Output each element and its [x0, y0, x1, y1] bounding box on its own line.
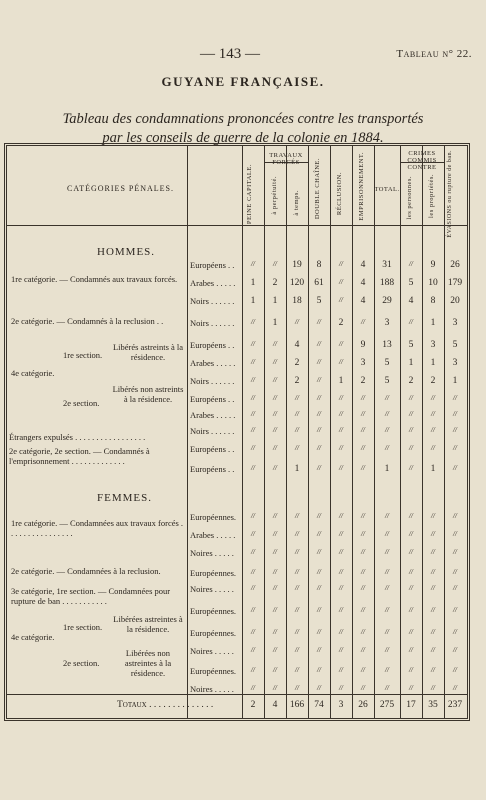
cell-value: //: [317, 568, 321, 576]
cell-value: 29: [382, 296, 392, 306]
cell-value: //: [273, 340, 277, 348]
cell-value: //: [409, 606, 413, 614]
cell-value: //: [409, 318, 413, 326]
cell-value: //: [409, 410, 413, 418]
cell-value: //: [409, 568, 413, 576]
cell-value: 179: [447, 278, 463, 288]
cell-value: //: [295, 568, 299, 576]
cell-value: 2: [272, 278, 278, 288]
cell-value: 2: [294, 376, 300, 386]
cell-value: //: [385, 646, 389, 654]
cell-value: //: [251, 376, 255, 384]
cell-value: //: [317, 584, 321, 592]
total-value: 35: [428, 700, 438, 710]
cell-value: //: [431, 394, 435, 402]
header-crimes-contre: CRIMES COMMIS CONTRE: [407, 150, 437, 171]
page-number: — 143 —: [200, 46, 260, 62]
cell-value: 1: [430, 464, 436, 474]
cell-value: //: [339, 666, 343, 674]
cell-value: //: [431, 684, 435, 692]
cell-value: //: [251, 358, 255, 366]
cell-value: 4: [360, 260, 366, 270]
cell-value: //: [251, 394, 255, 402]
header-emprisonnement: EMPRISONNEMENT.: [358, 152, 365, 221]
totals-label: Totaux . . . . . . . . . . . . . .: [117, 700, 214, 710]
cell-value: //: [339, 464, 343, 472]
cell-value: //: [361, 410, 365, 418]
row-origin: Noires . . . . .: [190, 646, 234, 656]
cell-value: 18: [292, 296, 302, 306]
row-origin: Européennes.: [190, 512, 237, 522]
label-h2: 2e catégorie. — Condamnés à la reclusion . .: [11, 316, 164, 326]
cell-value: 1: [430, 318, 436, 328]
cell-value: //: [295, 426, 299, 434]
cell-value: //: [361, 512, 365, 520]
cell-value: //: [409, 512, 413, 520]
cell-value: //: [409, 426, 413, 434]
cell-value: //: [385, 606, 389, 614]
cell-value: //: [295, 530, 299, 538]
cell-value: //: [317, 666, 321, 674]
cell-value: //: [361, 444, 365, 452]
cell-value: //: [385, 426, 389, 434]
cell-value: 10: [428, 278, 438, 288]
cell-value: //: [409, 584, 413, 592]
cell-value: //: [453, 584, 457, 592]
label-f4: 4e catégorie.: [11, 632, 55, 642]
header-travaux-forces: TRAVAUX FORCÉS: [269, 152, 303, 166]
cell-value: //: [295, 394, 299, 402]
cell-value: //: [339, 684, 343, 692]
header-evasions: ÉVASIONS ou rupture de ban.: [447, 150, 453, 238]
cell-value: //: [339, 296, 343, 304]
cell-value: //: [361, 464, 365, 472]
header-reclusion: RÉCLUSION.: [336, 172, 343, 216]
cell-value: 13: [382, 340, 392, 350]
cell-value: //: [409, 530, 413, 538]
cell-value: //: [385, 530, 389, 538]
cell-value: //: [273, 684, 277, 692]
cell-value: //: [251, 426, 255, 434]
label-h4-s1: 1re section.: [63, 350, 103, 360]
cell-value: //: [453, 464, 457, 472]
cell-value: //: [361, 646, 365, 654]
cell-value: 9: [430, 260, 436, 270]
cell-value: 1: [384, 464, 390, 474]
row-origin: Noires . . . . .: [190, 548, 234, 558]
title-line-2: par les conseils de guerre de la colonie en 1884.: [102, 130, 384, 146]
cell-value: //: [361, 568, 365, 576]
table-title: [0, 110, 486, 148]
cell-value: //: [317, 646, 321, 654]
cell-value: //: [409, 444, 413, 452]
cell-value: //: [431, 512, 435, 520]
header-a-perpetuite: à perpétuité.: [271, 176, 278, 215]
cell-value: 3: [452, 318, 458, 328]
cell-value: 1: [338, 376, 344, 386]
cell-value: 4: [360, 278, 366, 288]
table-reference: Tableau n° 22.: [396, 48, 472, 60]
row-origin: Noires . . . . .: [190, 684, 234, 694]
cell-value: 1: [272, 318, 278, 328]
cell-value: //: [317, 628, 321, 636]
cell-value: //: [339, 530, 343, 538]
label-f4-s1: 1re section.: [63, 622, 103, 632]
label-h4-s1b: Libérés astreints à la résidence.: [112, 342, 184, 362]
cell-value: //: [361, 606, 365, 614]
total-value: 237: [447, 700, 463, 710]
cell-value: //: [409, 646, 413, 654]
row-origin: Européens . .: [190, 394, 235, 404]
cell-value: //: [251, 260, 255, 268]
label-f4-s2b: Libérées non astreintes à la résidence.: [124, 648, 172, 678]
place-heading: GUYANE FRANÇAISE.: [161, 74, 325, 89]
cell-value: //: [385, 512, 389, 520]
cell-value: //: [251, 628, 255, 636]
cell-value: //: [317, 426, 321, 434]
cell-value: 3: [452, 358, 458, 368]
cell-value: 5: [452, 340, 458, 350]
cell-value: //: [339, 394, 343, 402]
cell-value: //: [273, 530, 277, 538]
cell-value: //: [361, 684, 365, 692]
cell-value: 188: [379, 278, 395, 288]
cell-value: 20: [450, 296, 460, 306]
cell-value: //: [295, 444, 299, 452]
cell-value: 61: [314, 278, 324, 288]
cell-value: //: [453, 426, 457, 434]
row-origin: Arabes . . . . .: [190, 278, 236, 288]
cell-value: //: [339, 548, 343, 556]
row-origin: Noirs . . . . . .: [190, 296, 235, 306]
cell-value: //: [295, 628, 299, 636]
cell-value: //: [251, 548, 255, 556]
cell-value: 120: [289, 278, 305, 288]
cell-value: 1: [272, 296, 278, 306]
cell-value: //: [385, 444, 389, 452]
cell-value: //: [273, 376, 277, 384]
cell-value: //: [453, 410, 457, 418]
cell-value: 4: [360, 296, 366, 306]
cell-value: //: [453, 646, 457, 654]
cell-value: 1: [250, 278, 256, 288]
cell-value: //: [251, 530, 255, 538]
cell-value: //: [273, 464, 277, 472]
label-h4: 4e catégorie.: [11, 368, 55, 378]
row-origin: Arabes . . . . .: [190, 530, 236, 540]
label-f3: 3e catégorie, 1re section. — Condamnées pour rupture de ban . . . . . . . . . . .: [11, 586, 171, 606]
cell-value: //: [339, 628, 343, 636]
cell-value: //: [295, 584, 299, 592]
cell-value: //: [273, 410, 277, 418]
cell-value: //: [317, 548, 321, 556]
cell-value: //: [453, 548, 457, 556]
cell-value: //: [339, 584, 343, 592]
cell-value: 2: [430, 376, 436, 386]
cell-value: //: [317, 530, 321, 538]
cell-value: //: [273, 512, 277, 520]
cell-value: //: [295, 512, 299, 520]
row-origin: Européennes.: [190, 606, 237, 616]
cell-value: //: [361, 530, 365, 538]
cell-value: //: [431, 606, 435, 614]
label-f1: 1re catégorie. — Condamnées aux travaux forcés . . . . . . . . . . . . . . . .: [11, 518, 184, 538]
cell-value: //: [385, 394, 389, 402]
row-origin: Noires . . . . .: [190, 584, 234, 594]
cell-value: 1: [430, 358, 436, 368]
cell-value: //: [453, 606, 457, 614]
cell-value: //: [295, 666, 299, 674]
header-les-proprietes: les propriétés.: [428, 174, 435, 218]
cell-value: 2: [294, 358, 300, 368]
cell-value: 5: [384, 376, 390, 386]
cell-value: 2: [360, 376, 366, 386]
cell-value: //: [251, 464, 255, 472]
label-f4-s2: 2e section.: [63, 658, 100, 668]
cell-value: //: [295, 684, 299, 692]
cell-value: //: [409, 394, 413, 402]
row-origin: Européens . .: [190, 260, 235, 270]
cell-value: //: [251, 606, 255, 614]
cell-value: //: [431, 568, 435, 576]
cell-value: //: [361, 426, 365, 434]
row-origin: Européens . .: [190, 464, 235, 474]
cell-value: //: [431, 646, 435, 654]
cell-value: //: [453, 568, 457, 576]
cell-value: //: [453, 628, 457, 636]
cell-value: //: [295, 548, 299, 556]
row-origin: Européens . .: [190, 444, 235, 454]
label-f2: 2e catégorie. — Condamnées à la reclusion.: [11, 566, 161, 576]
cell-value: //: [361, 394, 365, 402]
cell-value: //: [409, 260, 413, 268]
cell-value: //: [251, 568, 255, 576]
cell-value: 19: [292, 260, 302, 270]
cell-value: //: [251, 444, 255, 452]
cell-value: //: [431, 548, 435, 556]
row-origin: Arabes . . . . .: [190, 358, 236, 368]
cell-value: //: [431, 530, 435, 538]
cell-value: //: [453, 684, 457, 692]
cell-value: //: [251, 666, 255, 674]
cell-value: //: [317, 684, 321, 692]
cell-value: //: [295, 606, 299, 614]
cell-value: //: [317, 444, 321, 452]
cell-value: 2: [408, 376, 414, 386]
cell-value: //: [453, 444, 457, 452]
cell-value: 26: [450, 260, 460, 270]
cell-value: 4: [408, 296, 414, 306]
cell-value: //: [317, 394, 321, 402]
cell-value: //: [431, 426, 435, 434]
label-h4-s2: 2e section.: [63, 398, 100, 408]
row-origin: Arabes . . . . .: [190, 410, 236, 420]
cell-value: //: [273, 568, 277, 576]
total-value: 74: [314, 700, 324, 710]
cell-value: 3: [360, 358, 366, 368]
cell-value: //: [251, 646, 255, 654]
cell-value: 1: [408, 358, 414, 368]
cell-value: //: [273, 548, 277, 556]
cell-value: //: [361, 666, 365, 674]
section-femmes: FEMMES.: [97, 492, 152, 504]
label-f4-s1b: Libérées astreintes à la résidence.: [113, 614, 183, 634]
cell-value: //: [385, 548, 389, 556]
cell-value: //: [453, 530, 457, 538]
cell-value: //: [251, 410, 255, 418]
cell-value: //: [361, 584, 365, 592]
cell-value: 4: [294, 340, 300, 350]
cell-value: //: [385, 666, 389, 674]
cell-value: //: [317, 318, 321, 326]
cell-value: 2: [338, 318, 344, 328]
header-categories: CATÉGORIES PÉNALES.: [67, 184, 175, 193]
cell-value: //: [273, 260, 277, 268]
cell-value: //: [317, 606, 321, 614]
cell-value: 5: [408, 340, 414, 350]
cell-value: //: [385, 684, 389, 692]
row-origin: Européens . .: [190, 340, 235, 350]
cell-value: //: [273, 584, 277, 592]
header-total: TOTAL.: [374, 186, 400, 193]
cell-value: //: [339, 358, 343, 366]
row-origin: Européennes.: [190, 628, 237, 638]
section-hommes: HOMMES.: [97, 246, 156, 258]
cell-value: //: [339, 426, 343, 434]
cell-value: //: [385, 568, 389, 576]
cell-value: //: [385, 628, 389, 636]
header-double-chaine: DOUBLE CHAÎNE.: [314, 158, 321, 220]
cell-value: //: [339, 410, 343, 418]
cell-value: //: [339, 606, 343, 614]
label-etrangers: Étrangers expulsés . . . . . . . . . . . . . . . . .: [9, 432, 146, 442]
cell-value: //: [431, 628, 435, 636]
row-origin: Noirs . . . . . .: [190, 376, 235, 386]
cell-value: //: [273, 444, 277, 452]
cell-value: //: [251, 340, 255, 348]
cell-value: 5: [384, 358, 390, 368]
cell-value: //: [409, 464, 413, 472]
cell-value: 5: [316, 296, 322, 306]
cell-value: //: [409, 666, 413, 674]
total-value: 275: [379, 700, 395, 710]
cell-value: //: [431, 584, 435, 592]
header-divider: [7, 225, 467, 226]
cell-value: 1: [452, 376, 458, 386]
label-h4-s2b: Libérés non astreints à la résidence.: [112, 384, 184, 404]
cell-value: //: [317, 358, 321, 366]
cell-value: 3: [430, 340, 436, 350]
label-h2-s2: 2e catégorie, 2e section. — Condamnés à l'emprisonnement . . . . . . . . . . . . .: [9, 446, 150, 466]
total-value: 3: [338, 700, 344, 710]
row-origin: Européennes.: [190, 666, 237, 676]
cell-value: //: [273, 646, 277, 654]
cell-value: //: [251, 512, 255, 520]
col-line: [187, 146, 188, 718]
cell-value: //: [339, 260, 343, 268]
cell-value: 8: [430, 296, 436, 306]
cell-value: //: [339, 278, 343, 286]
totals-divider: [7, 694, 467, 695]
cell-value: //: [251, 318, 255, 326]
cell-value: //: [295, 646, 299, 654]
cell-value: //: [361, 628, 365, 636]
cell-value: //: [453, 512, 457, 520]
cell-value: //: [251, 684, 255, 692]
total-value: 2: [250, 700, 256, 710]
cell-value: //: [431, 444, 435, 452]
cell-value: //: [409, 628, 413, 636]
cell-value: //: [273, 426, 277, 434]
label-h1: 1re catégorie. — Condamnés aux travaux forcés.: [11, 274, 178, 284]
cell-value: //: [361, 548, 365, 556]
cell-value: 1: [294, 464, 300, 474]
cell-value: 31: [382, 260, 392, 270]
cell-value: //: [273, 666, 277, 674]
cell-value: //: [361, 318, 365, 326]
cell-value: //: [317, 464, 321, 472]
cell-value: //: [339, 340, 343, 348]
cell-value: //: [431, 666, 435, 674]
cell-value: //: [453, 666, 457, 674]
col-line: [374, 146, 375, 718]
cell-value: //: [339, 512, 343, 520]
cell-value: //: [339, 444, 343, 452]
cell-value: 9: [360, 340, 366, 350]
cell-value: //: [453, 394, 457, 402]
cell-value: 5: [408, 278, 414, 288]
cell-value: //: [385, 584, 389, 592]
total-value: 166: [289, 700, 305, 710]
row-origin: Européennes.: [190, 568, 237, 578]
cell-value: //: [431, 410, 435, 418]
cell-value: 1: [250, 296, 256, 306]
cell-value: //: [273, 358, 277, 366]
cell-value: //: [317, 340, 321, 348]
cell-value: //: [251, 584, 255, 592]
cell-value: //: [295, 318, 299, 326]
total-value: 17: [406, 700, 416, 710]
cell-value: //: [409, 684, 413, 692]
cell-value: //: [409, 548, 413, 556]
row-origin: Noirs . . . . . .: [190, 318, 235, 328]
cell-value: //: [339, 568, 343, 576]
cell-value: //: [385, 410, 389, 418]
cell-value: //: [273, 606, 277, 614]
cell-value: //: [317, 410, 321, 418]
cell-value: //: [273, 394, 277, 402]
header-a-temps: à temps.: [293, 190, 300, 216]
cell-value: //: [295, 410, 299, 418]
header-peine-capitale: PEINE CAPITALE.: [246, 164, 253, 225]
cell-value: //: [273, 628, 277, 636]
cell-value: //: [339, 646, 343, 654]
title-line-1: Tableau des condamnations prononcées contre les transportés: [62, 111, 424, 127]
cell-value: 3: [384, 318, 390, 328]
statistics-table: [6, 145, 468, 719]
cell-value: //: [317, 512, 321, 520]
total-value: 26: [358, 700, 368, 710]
row-origin: Noirs . . . . . .: [190, 426, 235, 436]
cell-value: //: [317, 376, 321, 384]
header-les-personnes: les personnes.: [406, 176, 413, 220]
total-value: 4: [272, 700, 278, 710]
cell-value: 8: [316, 260, 322, 270]
